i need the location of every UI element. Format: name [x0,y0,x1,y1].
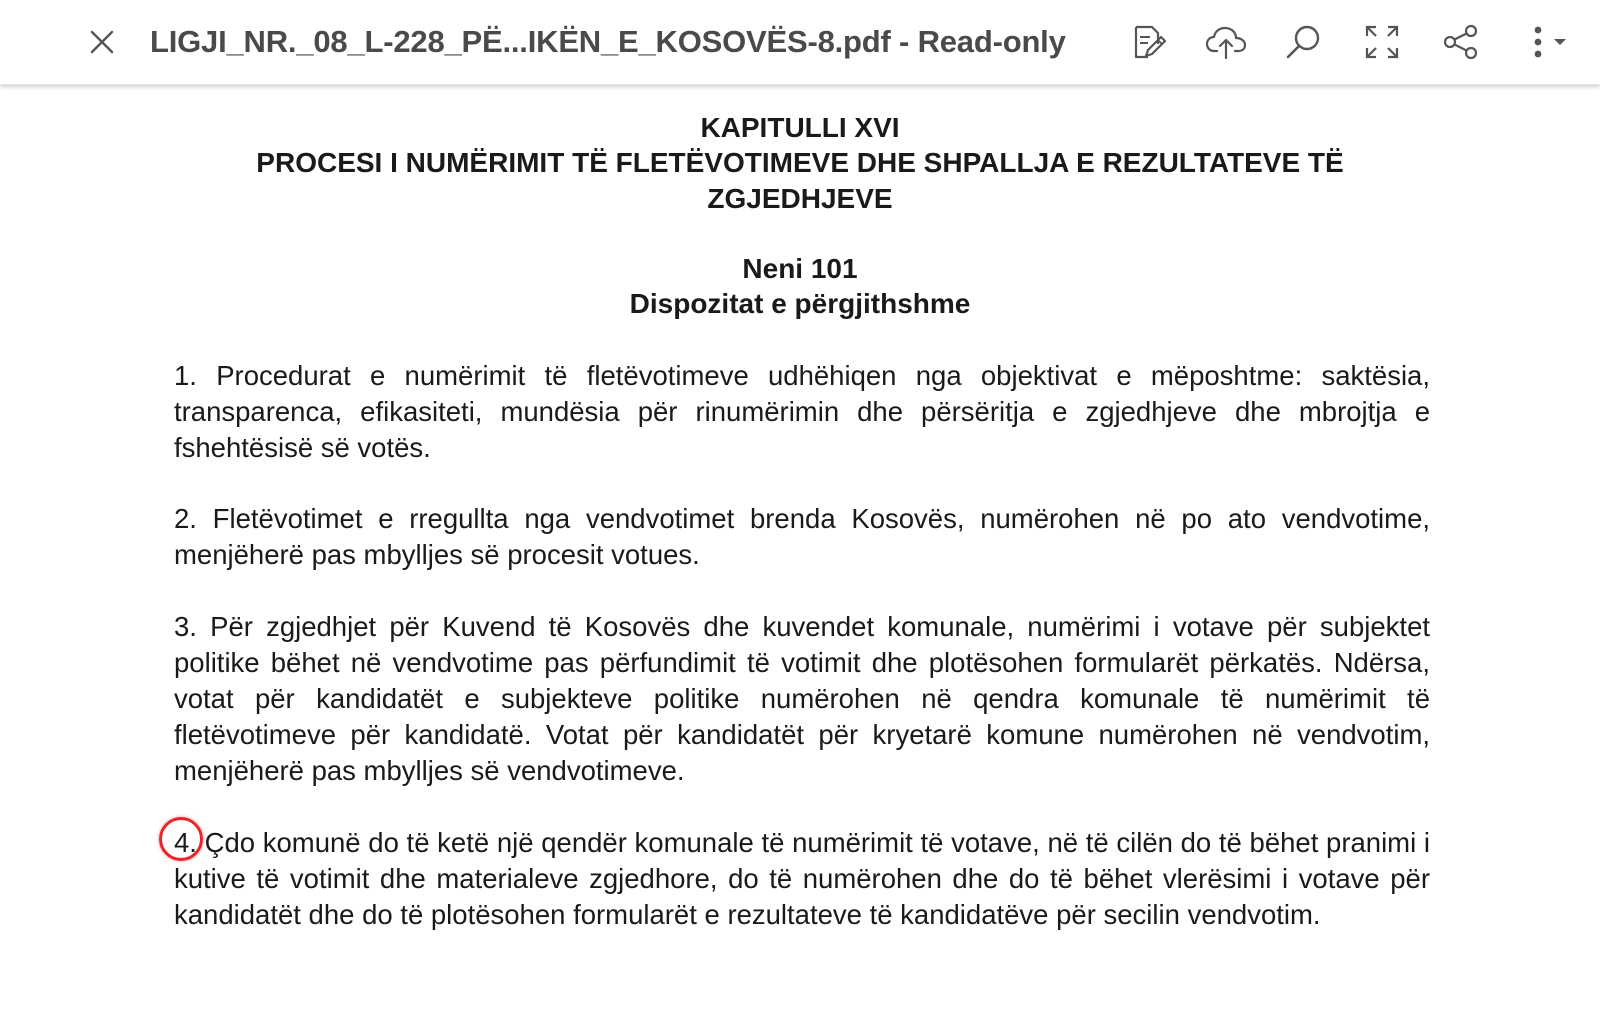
pdf-page [0,86,1600,1009]
more-vertical-icon [1524,22,1574,62]
edit-pencil-icon [1128,22,1168,62]
cloud-upload-button[interactable] [1202,18,1250,66]
paragraph-4-text: Çdo komunë do të ketë një qendër komunale të numërimit të votave, në të cilën do të bëhet pranimi i kutive të votimit dhe materialeve zgjedhore, do të numërohen dhe do të bëhet vlerësimi i votave për kandidatët dhe do të plotësohen formularët e rezultateve të kandidatëve për secilin vendvotim. [174,827,1430,930]
fullscreen-icon [1364,24,1400,60]
chapter-heading: KAPITULLI XVI [700,112,900,143]
search-button[interactable] [1279,18,1327,66]
fullscreen-button[interactable] [1358,18,1406,66]
close-button[interactable] [78,18,126,66]
toolbar [0,0,1600,85]
paragraph-3: 3. Për zgjedhjet për Kuvend të Kosovës dhe kuvendet komunale, numërimi i votave për subjektet politike bëhet në vendvotime pas përfundimit të votimit dhe plotësohen formularët përkatës. Ndërsa, votat për kandidatët e subjekteve politike numërohen në qendra komunale të numërimit të fletëvotimeve për kandidatë. Votat për kandidatët për kryetarë komune numërohen në vendvotim, menjëherë pas mbylljes së vendvotimeve. [174,611,1430,786]
share-button[interactable] [1437,18,1485,66]
paragraph-1: 1. Procedurat e numërimit të fletëvotimeve udhëhiqen nga objektivat e mëposhtme: saktësia, transparenca, efikasiteti, mundësia për rinumërimin dhe përsëritja e zgjedhjeve dhe mbrojtja e fshehtësisë së votës. [174,360,1430,463]
cloud-upload-icon [1205,24,1247,60]
more-options-button[interactable] [1518,18,1580,66]
article-title: Dispozitat e përgjithshme [629,288,971,319]
annotate-button[interactable] [1124,18,1172,66]
paragraph-4-number-text: 4. [174,827,197,858]
paragraph-2: 2. Fletëvotimet e rregullta nga vendvotimet brenda Kosovës, numërohen në po ato vendvotime, menjëherë pas mbylljes së procesit votues. [174,503,1430,570]
paragraph-4 [174,825,1430,933]
paragraph-4-number [174,825,197,861]
document-title: LIGJI_NR._08_L-228_PË...IKËN_E_KOSOVËS-8.pdf - Read-only [150,24,1066,59]
share-icon [1442,23,1480,61]
search-icon [1284,23,1322,61]
close-icon [89,29,115,55]
article-heading: Neni 101 [742,253,858,284]
chapter-title: PROCESI I NUMËRIMIT TË FLETËVOTIMEVE DHE SHPALLJA E REZULTATEVE TË ZGJEDHJEVE [256,147,1344,214]
